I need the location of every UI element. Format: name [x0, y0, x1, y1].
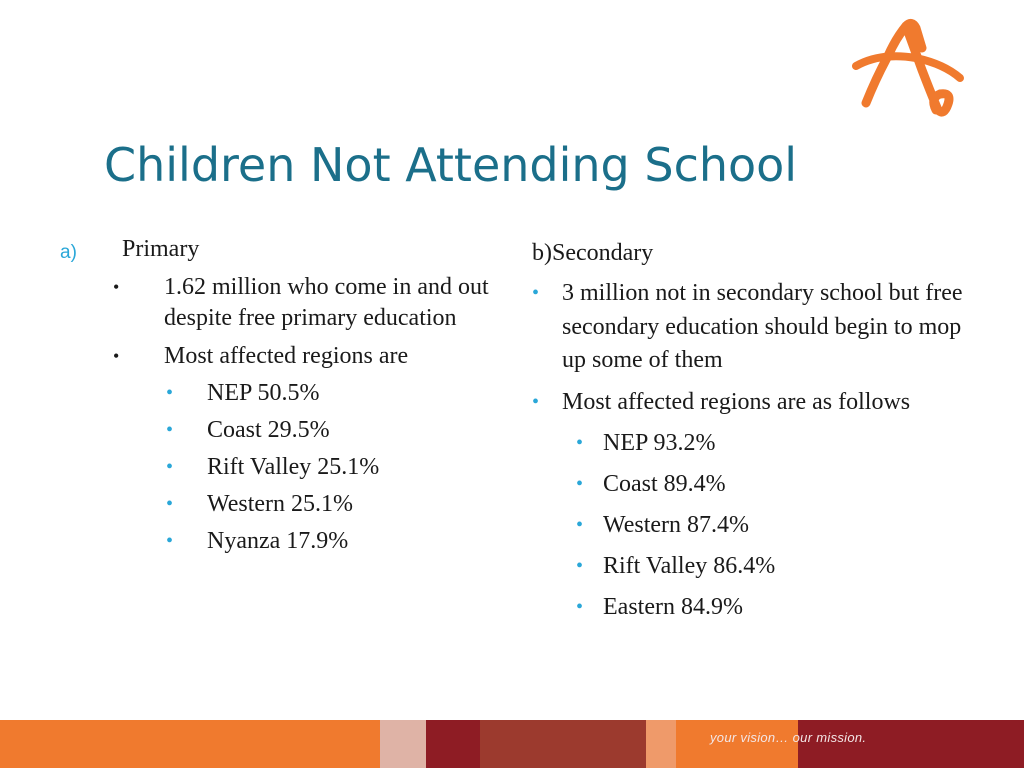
list-marker-a: a) [60, 242, 77, 263]
secondary-section [532, 238, 972, 624]
footer-segment [646, 720, 676, 768]
bullet-dot-icon: • [576, 514, 584, 536]
bullet-dot-icon: • [532, 390, 540, 413]
region-item: • Nyanza 17.9% [60, 526, 490, 557]
bullet-dot-icon: • [166, 456, 174, 478]
region-item: • NEP 93.2% [532, 426, 972, 460]
list-item: • 1.62 million who come in and out despite free primary education [113, 274, 489, 331]
footer-segment [380, 720, 426, 768]
primary-heading: Primary [122, 236, 200, 262]
region-item: • Eastern 84.9% [532, 590, 972, 624]
bullet-dot-icon: • [166, 530, 174, 552]
region-item: • Coast 89.4% [532, 467, 972, 501]
footer-bar [0, 720, 1024, 768]
primary-section [60, 234, 490, 557]
bullet-dot-icon: • [113, 346, 120, 366]
footer-segment [0, 720, 380, 768]
footer-segment [426, 720, 480, 768]
region-item: • Rift Valley 86.4% [532, 549, 972, 583]
region-item: • Rift Valley 25.1% [60, 452, 490, 483]
region-item: • NEP 50.5% [60, 378, 490, 409]
list-item: • 3 million not in secondary school but free secondary education should begin to mop up some of them [532, 277, 972, 378]
primary-heading-row [60, 234, 490, 265]
logo [836, 8, 976, 128]
footer-tagline: your vision… our mission. [710, 730, 867, 745]
list-item: • Most affected regions are [60, 341, 490, 372]
bullet-dot-icon: • [576, 596, 584, 618]
bullet-dot-icon: • [166, 382, 174, 404]
page-title: Children Not Attending School [104, 138, 798, 192]
bullet-dot-icon: • [576, 473, 584, 495]
region-item: • Western 87.4% [532, 508, 972, 542]
region-item: • Western 25.1% [60, 489, 490, 520]
list-item: • Most affected regions are as follows [532, 386, 972, 420]
secondary-heading: b)Secondary [532, 240, 654, 266]
bullet-dot-icon: • [576, 432, 584, 454]
footer-segment [480, 720, 646, 768]
bullet-dot-icon: • [166, 419, 174, 441]
bullet-dot-icon: • [113, 277, 120, 297]
bullet-dot-icon: • [166, 493, 174, 515]
letter-a-logo-icon [836, 8, 976, 128]
bullet-dot-icon: • [532, 282, 540, 304]
bullet-dot-icon: • [576, 555, 584, 577]
region-item: • Coast 29.5% [60, 415, 490, 446]
